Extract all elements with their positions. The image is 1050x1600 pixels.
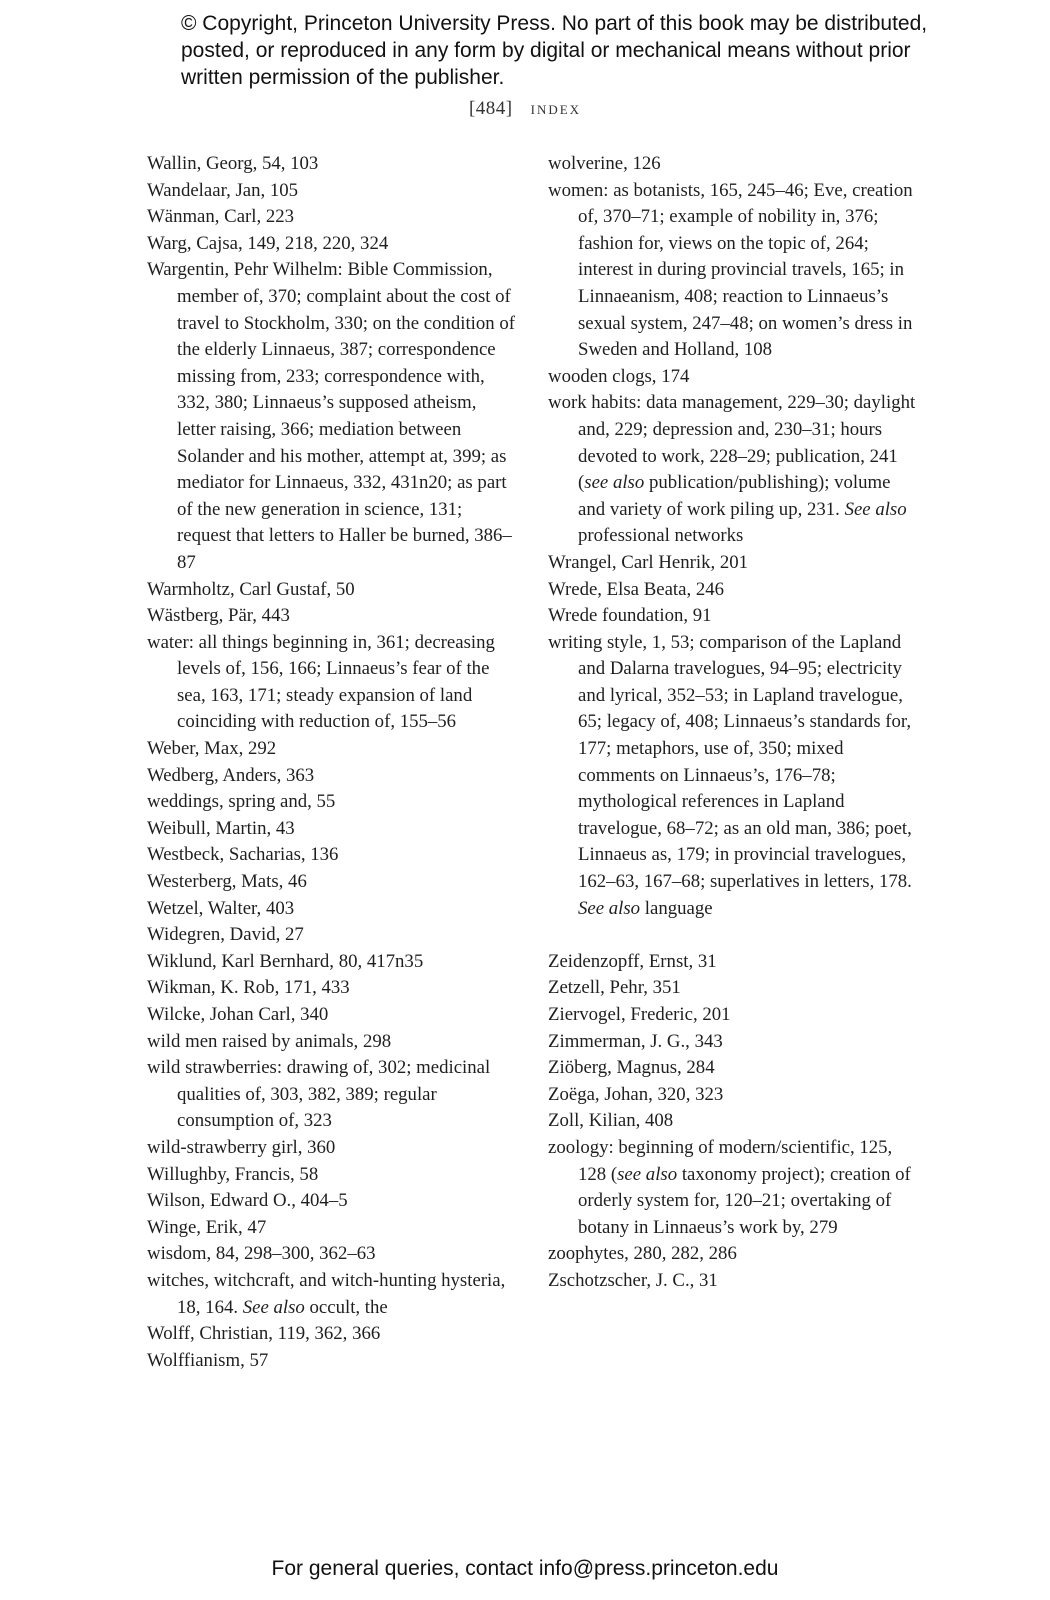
index-entry: Zoëga, Johan, 320, 323 [548,1083,724,1105]
index-entry: Ziöberg, Magnus, 284 [548,1057,715,1079]
index-entry: Zetzell, Pehr, 351 [548,977,681,999]
entry-text: language [640,897,713,919]
index-entry: Wästberg, Pär, 443 [147,605,290,627]
entry-text: writing style, 1, 53; comparison of the Lapland and Dalarna travelogues, 94–95; electricity and lyrical, 352–53; in Lapland travelogue, 65; legacy of, 408; Linnaeus’s standards for, 177; metaphors, use of, 350; mixed comments on Linnaeus’s, 176–78; mythological references in Lapland travelogue, 68–72; as an old man, 386; poet, Linnaeus as, 179; in provincial travelogues, 162–63, 167–68; superlatives in letters, 178. [548,631,912,893]
index-entry: Wänman, Carl, 223 [147,206,295,228]
index-entry: wolverine, 126 [548,153,661,174]
index-entry: Wargentin, Pehr Wilhelm: Bible Commission, member of, 370; complaint about the cost of travel to Stockholm, 330; on the condition of the elderly Linnaeus, 387; correspondence missing from, 233; correspondence with, 332, 380; Linnaeus’s supposed atheism, letter raising, 366; mediation between Solander and his mother, attempt at, 399; as mediator for Linnaeus, 332, 431n20; as part of the new generation in science, 131; request that letters to Haller be burned, 386–87 [147,259,516,573]
index-entry: Wiklund, Karl Bernhard, 80, 417n35 [147,950,424,972]
index-entry: water: all things beginning in, 361; decreasing levels of, 156, 166; Linnaeus’s fear of the sea, 163, 171; steady expansion of land coinciding with reduction of, 155–56 [147,631,495,733]
index-entry: Zoll, Kilian, 408 [548,1110,674,1132]
index-entry [147,1268,517,1321]
section-title: index [530,98,582,119]
index-entry [548,1135,918,1241]
index-column-right [548,151,918,1295]
index-column-left [147,151,517,1374]
index-entry: Willughby, Francis, 58 [147,1163,319,1185]
index-entry: Wallin, Georg, 54, 103 [147,153,319,174]
index-entry: Weibull, Martin, 43 [147,817,295,839]
page-number: [484] [468,98,513,119]
index-entry: zoophytes, 280, 282, 286 [548,1243,737,1265]
see-also-reference: see also [584,472,645,494]
running-head [0,98,1050,120]
see-also-reference: See also [242,1296,305,1318]
letter-group-gap [548,922,918,949]
entry-text: work habits: data management, 229–30; daylight and, 229; depression and, 230–31; hours devoted to work, 228–29; publication, 241 ( [548,392,916,494]
entry-text: publication/publishing); volume and variety of work piling up, 231. [578,472,891,520]
entry-text: occult, the [304,1296,388,1318]
index-entry: wild men raised by animals, 298 [147,1030,392,1052]
index-entry: women: as botanists, 165, 245–46; Eve, creation of, 370–71; example of nobility in, 376; fashion for, views on the topic of, 264; interest in during provincial travels, 165; in Linnaeanism, 408; reaction to Linnaeus’s sexual system, 247–48; on women’s dress in Sweden and Holland, 108 [548,179,913,361]
index-entry: Wrede, Elsa Beata, 246 [548,578,725,600]
index-entry: Zeidenzopff, Ernst, 31 [548,950,717,972]
entry-text: taxonomy project); creation of orderly system for, 120–21; overtaking of botany in Linnaeus’s work by, 279 [578,1163,911,1238]
index-entry: Wolff, Christian, 119, 362, 366 [147,1323,381,1345]
entry-text: professional networks [578,525,744,547]
index-entry: Westbeck, Sacharias, 136 [147,844,339,866]
index-entry: Wrangel, Carl Henrik, 201 [548,551,749,573]
index-entry [548,630,918,923]
index-entry: Wilcke, Johan Carl, 340 [147,1004,329,1025]
index-entry: Weber, Max, 292 [147,738,277,760]
index-entry: Wandelaar, Jan, 105 [147,179,299,201]
index-entry: Ziervogel, Frederic, 201 [548,1004,731,1025]
entry-text: zoology: beginning of modern/scientific, 125, 128 ( [548,1136,893,1185]
see-also-reference: See also [844,498,907,520]
index-entry: Wilson, Edward O., 404–5 [147,1190,348,1212]
see-also-reference: See also [578,897,641,919]
index-entry: Winge, Erik, 47 [147,1216,267,1238]
index-entry: Wrede foundation, 91 [548,605,712,627]
copyright-notice: © Copyright, Princeton University Press. No part of this book may be distributed, posted, or reproduced in any form by digital or mechanical means without prior written permission of the publisher. [181,12,928,89]
see-also-reference: see also [617,1163,678,1185]
entry-text: witches, witchcraft, and witch-hunting hysteria, 18, 164. [147,1269,506,1318]
index-entry: wild strawberries: drawing of, 302; medicinal qualities of, 303, 382, 389; regular consumption of, 323 [147,1057,491,1132]
index-entry: wisdom, 84, 298–300, 362–63 [147,1243,376,1265]
index-entry: Wedberg, Anders, 363 [147,764,315,786]
index-entry: Westerberg, Mats, 46 [147,871,307,893]
index-entry: Wikman, K. Rob, 171, 433 [147,977,350,999]
index-entry: Zschotzscher, J. C., 31 [548,1269,718,1291]
index-entry: weddings, spring and, 55 [147,791,336,813]
index-entry: Warg, Cajsa, 149, 218, 220, 324 [147,232,389,254]
index-entry: Wolffianism, 57 [147,1349,269,1371]
index-entry: wild-strawberry girl, 360 [147,1136,336,1158]
index-entry: Warmholtz, Carl Gustaf, 50 [147,578,355,600]
index-entry: Wetzel, Walter, 403 [147,897,295,919]
index-entry [548,390,918,550]
index-entry: Zimmerman, J. G., 343 [548,1030,723,1052]
index-entry: wooden clogs, 174 [548,365,690,387]
index-entry: Widegren, David, 27 [147,924,304,946]
footer-contact: For general queries, contact info@press.princeton.edu [271,1557,779,1580]
